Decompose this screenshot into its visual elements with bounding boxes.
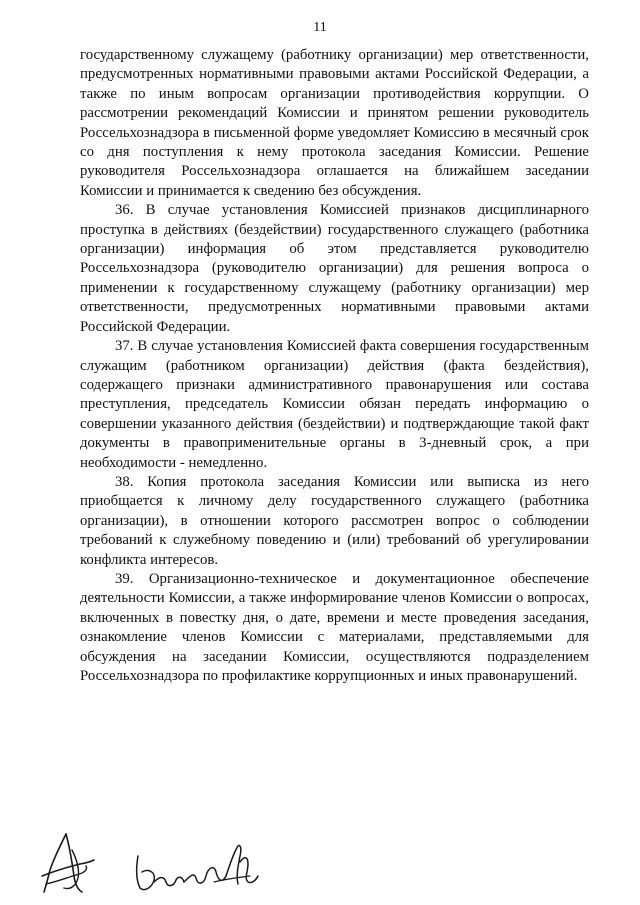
paragraph-continuation: государственному служащему (работнику организации) мер ответственности, предусмотренных нормативными правовыми актами Российской Федерации, а также по иным вопросам организации противодействия коррупции. О рассмотрении рекомендаций Комиссии и принятом решении руководитель Россельхознадзора в письменной форме уведомляет Комиссию в месячный срок со дня поступления к нему протокола заседания Комиссии. Решение руководителя Россельхознадзора оглашается на ближайшем заседании Комиссии и принимается к сведению без обсуждения. [80,47,589,199]
paragraph-item-36: 36. В случае установления Комиссией признаков дисциплинарного проступка в действиях (бездействии) государственного служащего (работника организации) информация об этом представляется руководителю Россельхознадзора (руководителю организации) для решения вопроса о применении к государственному служащему (работнику организации) мер ответственности, предусмотренных нормативными правовыми актами Российской Федерации. [80,202,589,335]
paragraph-item-38: 38. Копия протокола заседания Комиссии или выписка из него приобщается к личному делу государственного служащего (работника организации), в отношении которого рассмотрен вопрос о соблюдении требований к служебному поведению и (или) требований об урегулировании конфликта интересов. [80,473,589,568]
signature-initials [36,828,98,898]
document-body [80,46,589,686]
page-number: 11 [313,20,327,35]
paragraph-item-39: 39. Организационно-техническое и документационное обеспечение деятельности Комиссии, а также информирование членов Комиссии о вопросах, включенных в повестку дня, о дате, времени и месте проведения заседания, ознакомление членов Комиссии с материалами, представляемыми для обсуждения на заседании Комиссии, осуществляются подразделением Россельхознадзора по профилактике коррупционных и иных правонарушений. [80,570,589,684]
paragraph-item-37: 37. В случае установления Комиссией факта совершения государственным служащим (работником организации) действия (факта бездействия), содержащего признаки административного правонарушения или состава преступления, председатель Комиссии обязан передать информацию о совершении указанного действия (бездействии) и подтверждающие такой факт документы в правоприменительные органы в 3-дневный срок, а при необходимости - немедленно. [80,338,589,471]
signature-handwritten [130,842,260,894]
signatures [36,828,276,898]
